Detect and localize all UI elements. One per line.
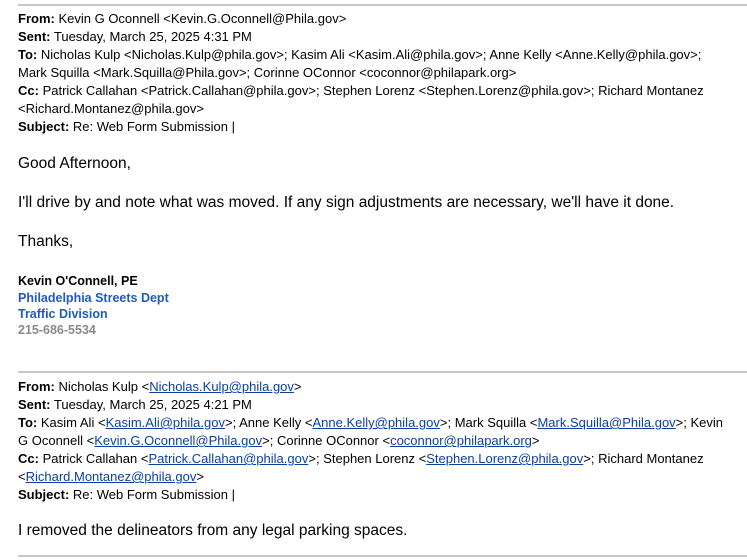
email2-from-line: From: Nicholas Kulp <Nicholas.Kulp@phila.gov> [18, 379, 302, 394]
divider-middle [18, 371, 747, 373]
cc-recipient: Richard Montanez [598, 451, 704, 466]
from-label: From: [18, 379, 55, 394]
recipient: Corinne OConnor <coconnor@philapark.org> [253, 65, 517, 80]
email2-cc-line-2: <Richard.Montanez@phila.gov> [18, 469, 204, 484]
recipient-email-link[interactable]: coconnor@philapark.org [390, 433, 532, 448]
divider-bottom [18, 555, 747, 557]
recipient-email-link[interactable]: Anne.Kelly@phila.gov [312, 415, 440, 430]
email1-to-line-2 [18, 64, 743, 82]
subject-label: Subject: [18, 487, 70, 502]
email1-sent-date: Tuesday, March 25, 2025 4:31 PM [53, 29, 252, 44]
email2-from-name: Nicholas Kulp [58, 379, 138, 394]
email1-cc-line-1 [18, 82, 743, 100]
cc-recipient: Patrick Callahan <Patrick.Callahan@phila.gov>; [42, 83, 320, 98]
email2-to-line-2: G Oconnell <Kevin.G.Oconnell@Phila.gov>; Corinne OConnor <coconnor@philapark.org> [18, 433, 540, 448]
cc-recipient: Stephen Lorenz <Stephen.Lorenz@phila.gov>; [323, 83, 595, 98]
cc-recipient: Stephen Lorenz <Stephen.Lorenz@phila.gov>; [323, 451, 595, 466]
divider-top [18, 4, 747, 6]
recipient-email-link[interactable]: Kevin.G.Oconnell@Phila.gov [94, 433, 263, 448]
recipient-email-link[interactable]: Kasim.Ali@phila.gov [105, 415, 225, 430]
recipient: Anne Kelly <Anne.Kelly@phila.gov>; [239, 415, 452, 430]
email1-from-line: From: Kevin G Oconnell <Kevin.G.Oconnell@Phila.gov> [18, 11, 347, 26]
email1-subject: Re: Web Form Submission | [72, 119, 235, 134]
email1-from-email: Kevin.G.Oconnell@Phila.gov [170, 11, 339, 26]
cc-label: Cc: [18, 451, 39, 466]
cc-recipient: Richard Montanez [598, 83, 704, 98]
email2-body: I removed the delineators from any legal parking spaces. [18, 522, 408, 539]
cc-email-link[interactable]: Stephen.Lorenz@phila.gov [426, 451, 584, 466]
recipient: Mark Squilla <Mark.Squilla@Phila.gov>; [454, 415, 687, 430]
recipient: Anne Kelly <Anne.Kelly@phila.gov>; [489, 47, 702, 62]
cc-label: Cc: [18, 83, 39, 98]
to-label: To: [18, 47, 38, 62]
signature-division: Traffic Division [18, 307, 108, 321]
email2-subject-line [18, 486, 743, 504]
sent-label: Sent: [18, 397, 51, 412]
email2-subject: Re: Web Form Submission | [72, 487, 235, 502]
cc-email-link[interactable]: Patrick.Callahan@phila.gov [148, 451, 309, 466]
cc-recipient: Patrick Callahan <Patrick.Callahan@phila.gov>; [42, 451, 320, 466]
to-label: To: [18, 415, 38, 430]
email1-closing: Thanks, [18, 233, 74, 250]
cc-email-link[interactable]: Richard.Montanez@phila.gov [25, 469, 197, 484]
email1-body: I'll drive by and note what was moved. If any sign adjustments are necessary, we'll have it done. [18, 194, 675, 211]
email1-cc-line-2: <Richard.Montanez@phila.gov> [18, 101, 204, 116]
email1-subject-line [18, 118, 743, 136]
subject-label: Subject: [18, 119, 70, 134]
sent-label: Sent: [18, 29, 51, 44]
recipient: Kasim Ali <Kasim.Ali@phila.gov>; [40, 415, 237, 430]
email1-from-name: Kevin G Oconnell [58, 11, 160, 26]
signature-phone: 215-686-5534 [18, 323, 96, 337]
email1-sent-line [18, 28, 743, 46]
recipient: Kasim Ali <Kasim.Ali@phila.gov>; [291, 47, 487, 62]
email2-sent-date: Tuesday, March 25, 2025 4:21 PM [53, 397, 252, 412]
email2-from-email-link[interactable]: Nicholas.Kulp@phila.gov [149, 379, 294, 394]
recipient-last-name: G Oconnell [18, 433, 84, 448]
email2-sent-line [18, 396, 743, 414]
email1-to-line-1 [18, 46, 743, 64]
from-label: From: [18, 11, 55, 26]
recipient: Mark Squilla <Mark.Squilla@Phila.gov>; [18, 65, 251, 80]
recipient-first-name: Kevin [690, 415, 724, 430]
email1-greeting: Good Afternoon, [18, 155, 131, 172]
recipient: Nicholas Kulp <Nicholas.Kulp@phila.gov>; [40, 47, 288, 62]
email2-to-line-1 [18, 414, 743, 432]
recipient: Corinne OConnor <coconnor@philapark.org> [276, 433, 540, 448]
signature-org: Philadelphia Streets Dept [18, 291, 169, 305]
cc-recipient-email: Richard.Montanez@phila.gov [25, 101, 197, 116]
recipient-email-link[interactable]: Mark.Squilla@Phila.gov [537, 415, 676, 430]
email2-cc-line-1 [18, 450, 743, 468]
signature-name: Kevin O'Connell, PE [18, 274, 138, 288]
